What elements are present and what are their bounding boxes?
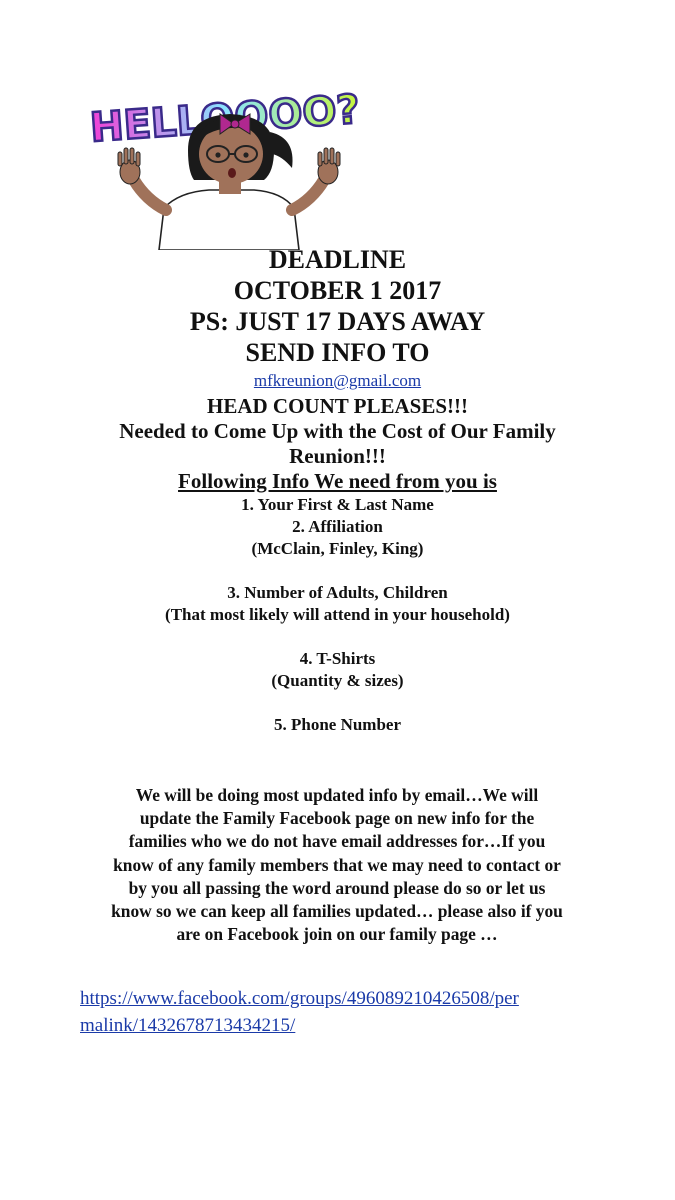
item-tshirts-sub: (Quantity & sizes)	[271, 671, 404, 690]
paragraph-line: are on Facebook join on our family page …	[176, 924, 498, 945]
left-hand-icon	[118, 148, 140, 184]
info-paragraph	[72, 784, 602, 946]
deadline-date: OCTOBER 1 2017	[233, 276, 442, 305]
paragraph-line: know so we can keep all families updated… please also if you	[111, 901, 563, 922]
send-info-heading: SEND INFO TO	[245, 338, 430, 367]
left-arm	[134, 180, 166, 210]
facebook-link-line1[interactable]: https://www.facebook.com/groups/496089210426508/per	[80, 988, 519, 1009]
paragraph-line: by you all passing the word around please do so or let us	[128, 877, 546, 898]
item-phone: 5. Phone Number	[273, 715, 402, 734]
spacer	[60, 560, 615, 582]
cost-text-line2: Reunion!!!	[289, 444, 386, 468]
spacer	[60, 626, 615, 648]
item-affiliation-sub: (McClain, Finley, King)	[251, 539, 424, 558]
days-away-text: PS: JUST 17 DAYS AWAY	[189, 307, 486, 336]
facebook-link-line2[interactable]: malink/1432678713434215/	[80, 1015, 296, 1036]
header-block	[60, 244, 615, 736]
deadline-heading: DEADLINE	[268, 245, 407, 274]
item-tshirts: 4. T-Shirts	[299, 649, 376, 668]
paragraph-line: families who we do not have email addresses for…If you	[128, 831, 546, 852]
mouth	[228, 168, 236, 178]
email-link[interactable]: mfkreunion@gmail.com	[253, 371, 422, 390]
shirt-shape	[159, 190, 299, 250]
facebook-group-link[interactable]	[80, 985, 600, 1039]
item-adults-children: 3. Number of Adults, Children	[227, 583, 448, 602]
right-hand-icon	[318, 148, 340, 184]
right-arm	[292, 180, 324, 210]
hello-cartoon-graphic	[84, 80, 374, 250]
item-adults-children-sub: (That most likely will attend in your household)	[165, 605, 510, 624]
spacer	[60, 692, 615, 714]
cost-text-line1: Needed to Come Up with the Cost of Our Family	[119, 419, 556, 443]
paragraph-line: know of any family members that we may need to contact or	[113, 854, 561, 875]
head-count-text: HEAD COUNT PLEASES!!!	[207, 394, 468, 418]
item-affiliation: 2. Affiliation	[292, 517, 383, 536]
paragraph-line: We will be doing most updated info by email…We will	[135, 785, 539, 805]
item-name: 1. Your First & Last Name	[241, 495, 434, 514]
following-info-heading: Following Info We need from you is	[178, 469, 497, 493]
paragraph-line: update the Family Facebook page on new info for the	[139, 808, 535, 829]
